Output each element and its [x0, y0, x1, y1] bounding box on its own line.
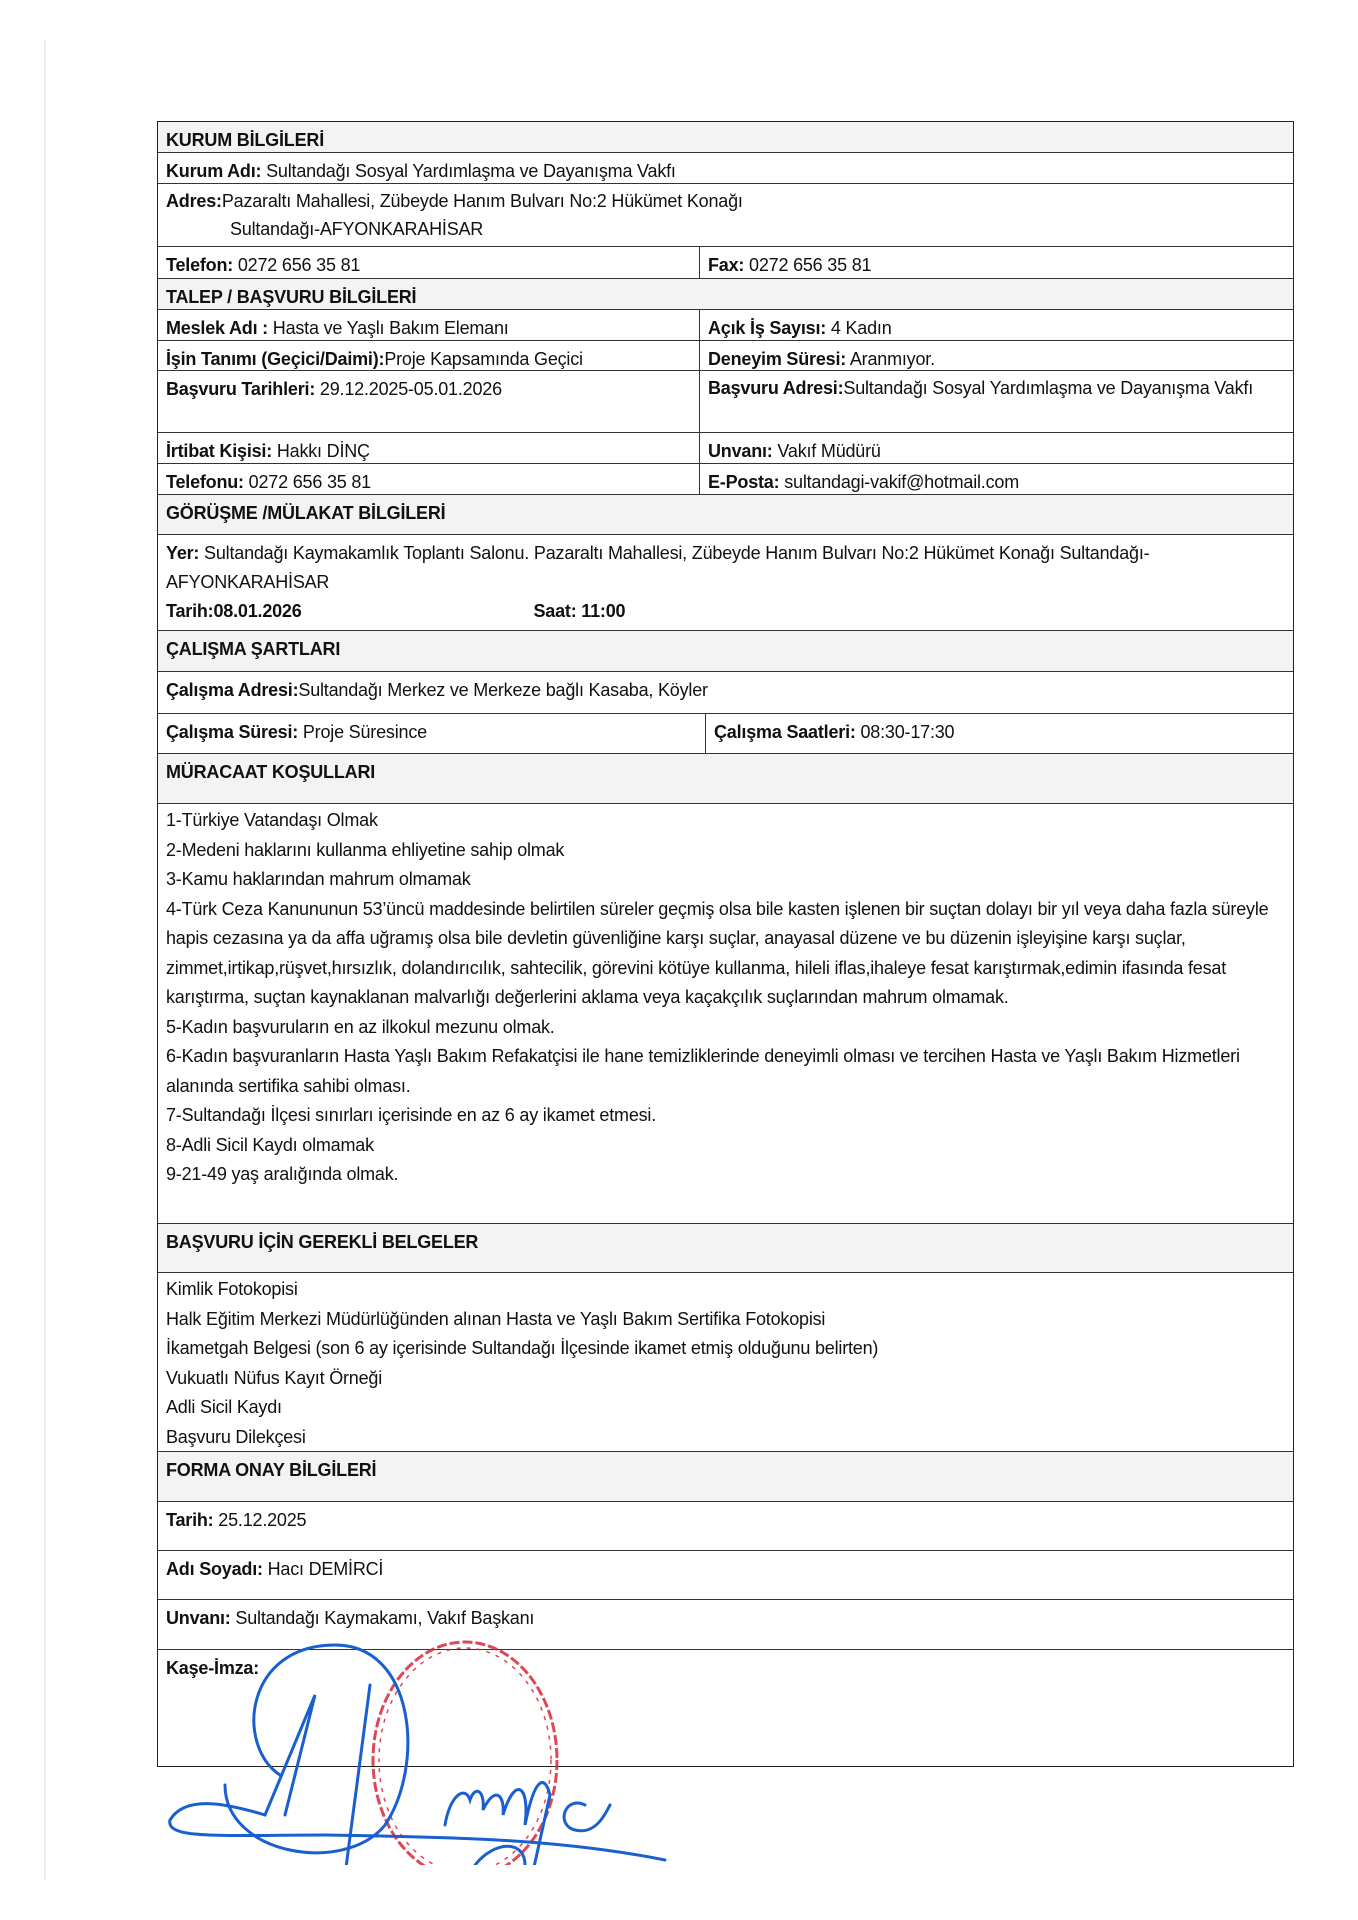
job-posting-form: [157, 121, 1294, 1767]
muracaat-list: [158, 804, 1293, 1223]
calisma-header-row: [158, 631, 1293, 672]
field-label: Çalışma Adresi:: [166, 680, 299, 700]
field-label: Kaşe-İmza:: [166, 1658, 260, 1678]
eposta[interactable]: sultandagi-vakif@hotmail.com: [779, 472, 1019, 492]
onay-tarih: 25.12.2025: [213, 1510, 307, 1530]
kurum-fax: 0272 656 35 81: [744, 255, 872, 275]
kurum-adres-2: Sultandağı-AFYONKARAHİSAR: [230, 219, 484, 239]
section-header: KURUM BİLGİLERİ: [158, 122, 1293, 152]
acik-is-sayisi: 4 Kadın: [826, 318, 892, 338]
field-label: E-Posta:: [708, 472, 780, 492]
kurum-telefon: 0272 656 35 81: [233, 255, 361, 275]
onay-ad-row: [158, 1551, 1293, 1600]
kurum-adres-1: Pazaraltı Mahallesi, Zübeyde Hanım Bulvarı No:2 Hükümet Konağı: [221, 191, 743, 211]
calisma-adres-row: [158, 672, 1293, 714]
belgeler-list-row: [158, 1273, 1293, 1452]
belgeler-list: [158, 1273, 1293, 1451]
gorusme-tarih: 08.01.2026: [213, 601, 302, 621]
telefonu: 0272 656 35 81: [243, 472, 371, 492]
meslek-adi: Hasta ve Yaşlı Bakım Elemanı: [267, 318, 509, 338]
gorusme-row: [158, 535, 1293, 631]
basvuru-row: [158, 371, 1293, 433]
muracaat-list-row: [158, 804, 1293, 1224]
section-header: TALEP / BAŞVURU BİLGİLERİ: [158, 279, 1293, 309]
calisma-suresi: Proje Süresince: [298, 722, 427, 742]
field-label: Meslek Adı :: [166, 318, 268, 338]
field-label: Yer:: [166, 543, 200, 563]
basvuru-adresi: Sultandağı Sosyal Yardımlaşma ve Dayanışma Vakfı: [843, 378, 1253, 398]
field-label: Fax:: [708, 255, 745, 275]
onay-tarih-row: [158, 1502, 1293, 1551]
field-label: Unvanı:: [166, 1608, 231, 1628]
condition-item: 4-Türk Ceza Kanununun 53’üncü maddesinde belirtilen süreler geçmiş olsa bile kasten işlenen bir suçtan dolayı bir yıl veya daha fazla süreyle hapis cezasına ya da affa uğramış olsa bile devletin güvenliğine karşı suçlar, anayasal düzene ve bu düzenin işleyişine karşı suçlar, zimmet,irtikap,rüşvet,hırsızlık, dolandırıcılık, sahtecilik, görevini kötüye kullanma, hileli iflas,ihaleye fesat karıştırmak,edimin ifasında fesat karıştırma, suçtan kaynaklanan malvarlığı değerlerini aklama veya kaçakçılık suçlarından mahrum olmamak.: [166, 898, 1269, 1007]
document-item: İkametgah Belgesi (son 6 ay içerisinde Sultandağı İlçesinde ikamet etmiş olduğunu belirten): [166, 1338, 879, 1358]
condition-item: 1-Türkiye Vatandaşı Olmak: [166, 810, 378, 830]
kurum-header-row: [158, 122, 1293, 153]
unvan: Vakıf Müdürü: [772, 441, 881, 461]
belgeler-header-row: [158, 1224, 1293, 1273]
field-label: Unvanı:: [708, 441, 773, 461]
section-header: GÖRÜŞME /MÜLAKAT BİLGİLERİ: [158, 495, 1293, 534]
document-item: Kimlik Fotokopisi: [166, 1279, 298, 1299]
calisma-sure-row: [158, 714, 1293, 754]
kurum-ad: Sultandağı Sosyal Yardımlaşma ve Dayanışma Vakfı: [261, 161, 676, 181]
document-item: Vukuatlı Nüfus Kayıt Örneği: [166, 1367, 383, 1388]
scan-edge: [44, 40, 46, 1880]
field-label: Tarih:: [166, 1510, 214, 1530]
condition-item: 3-Kamu haklarından mahrum olmamak: [166, 869, 471, 889]
field-label: Tarih:: [166, 601, 214, 621]
condition-item: 5-Kadın başvuruların en az ilkokul mezunu olmak.: [166, 1016, 555, 1037]
section-header: MÜRACAAT KOŞULLARI: [158, 754, 1293, 803]
section-header: ÇALIŞMA ŞARTLARI: [158, 631, 1293, 671]
tanim-row: [158, 341, 1293, 371]
field-label: Kurum Adı:: [166, 161, 262, 181]
irtibat-row: [158, 433, 1293, 464]
gorusme-saat: 11:00: [576, 601, 626, 621]
document-item: Halk Eğitim Merkezi Müdürlüğünden alınan Hasta ve Yaşlı Bakım Sertifika Fotokopisi: [166, 1308, 826, 1329]
field-label: Telefonu:: [166, 472, 244, 492]
irtibat-kisisi: Hakkı DİNÇ: [272, 441, 370, 461]
deneyim-suresi: Aranmıyor.: [846, 349, 935, 369]
condition-item: 6-Kadın başvuranların Hasta Yaşlı Bakım Refakatçisi ile hane temizliklerinde deneyimli olması ve tercihen Hasta ve Yaşlı Bakım Hizmetleri alanında sertifika sahibi olması.: [166, 1046, 1240, 1096]
onay-unvan: Sultandağı Kaymakamı, Vakıf Başkanı: [230, 1608, 535, 1628]
field-label: Telefon:: [166, 255, 234, 275]
field-label: Adres:: [166, 191, 222, 211]
signature-icon: [170, 1645, 665, 1865]
isin-tanimi: Proje Kapsamında Geçici: [384, 349, 583, 369]
field-label: Başvuru Tarihleri:: [166, 379, 316, 399]
document-item: Başvuru Dilekçesi: [166, 1426, 306, 1447]
field-label: Deneyim Süresi:: [708, 349, 847, 369]
onay-header-row: [158, 1452, 1293, 1502]
gorusme-yer: Sultandağı Kaymakamlık Toplantı Salonu. Pazaraltı Mahallesi, Zübeyde Hanım Bulvarı No:2 Hükümet Konağı Sultandağı-AFYONKARAHİSAR: [166, 543, 1150, 592]
condition-item: 2-Medeni haklarını kullanma ehliyetine sahip olmak: [166, 839, 565, 860]
field-label: Başvuru Adresi:: [708, 378, 844, 398]
basvuru-tarihleri: 29.12.2025-05.01.2026: [315, 379, 502, 399]
gorusme-header-row: [158, 495, 1293, 535]
document-item: Adli Sicil Kaydı: [166, 1397, 282, 1417]
condition-item: 9-21-49 yaş aralığında olmak.: [166, 1164, 399, 1184]
kurum-ad-row: [158, 153, 1293, 184]
condition-item: 8-Adli Sicil Kaydı olmamak: [166, 1134, 374, 1155]
section-header: BAŞVURU İÇİN GEREKLİ BELGELER: [158, 1224, 1293, 1272]
condition-item: 7-Sultandağı İlçesi sınırları içerisinde en az 6 ay ikamet etmesi.: [166, 1105, 657, 1125]
onay-ad-soyad: Hacı DEMİRCİ: [262, 1559, 384, 1579]
kurum-adres-row: [158, 184, 1293, 247]
iletisim-row: [158, 464, 1293, 495]
talep-header-row: [158, 279, 1293, 310]
field-label: Adı Soyadı:: [166, 1559, 263, 1579]
signature-stamp: [165, 1625, 725, 1865]
muracaat-header-row: [158, 754, 1293, 804]
stamp-icon: [373, 1642, 557, 1865]
field-label: İşin Tanımı (Geçici/Daimi):: [166, 349, 385, 369]
kurum-phone-row: [158, 247, 1293, 279]
field-label: Çalışma Süresi:: [166, 722, 299, 742]
field-label: İrtibat Kişisi:: [166, 441, 273, 461]
meslek-row: [158, 310, 1293, 341]
field-label: Çalışma Saatleri:: [714, 722, 856, 742]
field-label: Açık İş Sayısı:: [708, 318, 827, 338]
calisma-adresi: Sultandağı Merkez ve Merkeze bağlı Kasaba, Köyler: [298, 680, 708, 700]
calisma-saatleri: 08:30-17:30: [855, 722, 955, 742]
section-header: FORMA ONAY BİLGİLERİ: [158, 1452, 1293, 1501]
field-label: Saat:: [533, 601, 577, 621]
